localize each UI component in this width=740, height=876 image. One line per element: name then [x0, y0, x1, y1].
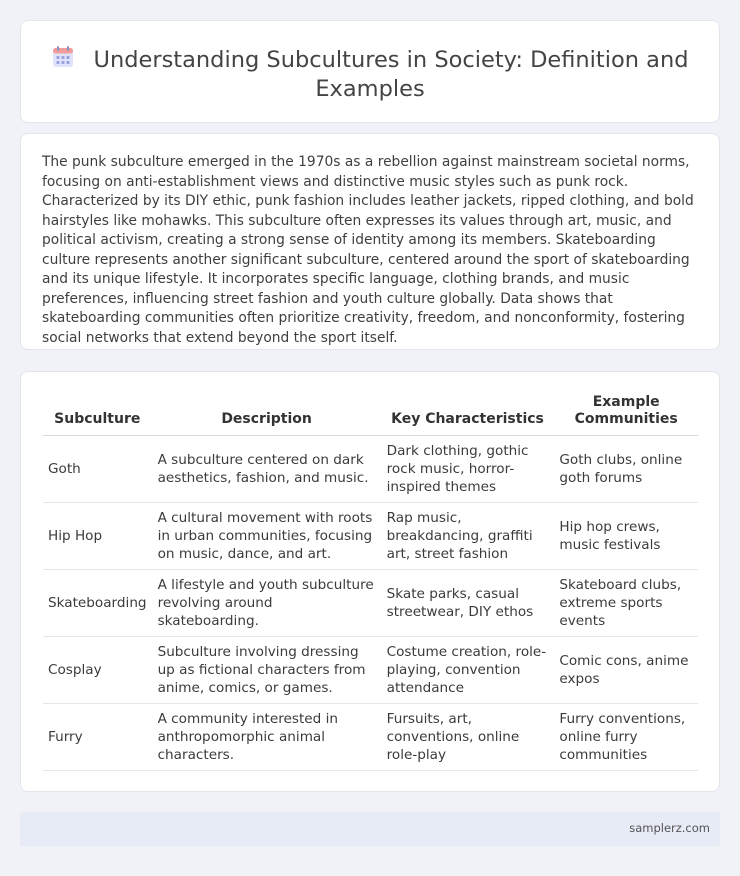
intro-card: [20, 133, 720, 350]
cell-description: Subculture involving dressing up as fictional characters from anime, comics, or games.: [152, 636, 381, 703]
cell-subculture: Hip Hop: [43, 502, 152, 569]
table-row: [43, 569, 698, 636]
column-header-key-characteristics: Key Characteristics: [381, 389, 554, 435]
table-row: [43, 703, 698, 770]
column-header-subculture: Subculture: [43, 389, 152, 435]
cell-subculture: Goth: [43, 435, 152, 502]
page-title-row: [21, 45, 719, 104]
cell-example-communities: Skateboard clubs, extreme sports events: [554, 569, 698, 636]
cell-subculture: Cosplay: [43, 636, 152, 703]
cell-subculture: Skateboarding: [43, 569, 152, 636]
footer-site-link[interactable]: samplerz.com: [629, 821, 710, 835]
cell-description: A community interested in anthropomorphic animal characters.: [152, 703, 381, 770]
header-card: [20, 20, 720, 123]
cell-key-characteristics: Skate parks, casual streetwear, DIY ethos: [381, 569, 554, 636]
cell-example-communities: Comic cons, anime expos: [554, 636, 698, 703]
cell-subculture: Furry: [43, 703, 152, 770]
table-row: [43, 502, 698, 569]
footer-bar: [20, 812, 720, 846]
intro-paragraph: The punk subculture emerged in the 1970s as a rebellion against mainstream societal norms, focusing on anti-establishment views and distinctive music styles such as punk rock. Characterized by its DIY ethic, punk fashion includes leather jackets, ripped clothing, and bold hairstyles like mohawks. This subculture often expresses its values through art, music, and political activism, creating a strong sense of identity among its members. Skateboarding culture represents another significant subculture, centered around the sport of skateboarding and its unique lifestyle. It incorporates specific language, clothing brands, and music preferences, influencing street fashion and youth culture globally. Data shows that skateboarding communities often prioritize creativity, freedom, and nonconformity, fostering social networks that extend beyond the sport itself.: [42, 154, 694, 346]
table-card: [20, 371, 720, 792]
calendar-icon: [51, 45, 75, 69]
cell-example-communities: Goth clubs, online goth forums: [554, 435, 698, 502]
cell-description: A subculture centered on dark aesthetics, fashion, and music.: [152, 435, 381, 502]
cell-key-characteristics: Dark clothing, gothic rock music, horror-inspired themes: [381, 435, 554, 502]
column-header-description: Description: [152, 389, 381, 435]
cell-description: A cultural movement with roots in urban communities, focusing on music, dance, and art.: [152, 502, 381, 569]
cell-example-communities: Hip hop crews, music festivals: [554, 502, 698, 569]
cell-example-communities: Furry conventions, online furry communities: [554, 703, 698, 770]
cell-key-characteristics: Fursuits, art, conventions, online role-play: [381, 703, 554, 770]
cell-key-characteristics: Rap music, breakdancing, graffiti art, street fashion: [381, 502, 554, 569]
table-row: [43, 636, 698, 703]
column-header-example-communities: Example Communities: [554, 389, 698, 435]
table-row: [43, 435, 698, 502]
table-header-row: [43, 389, 698, 435]
page-title: Understanding Subcultures in Society: Definition and Examples: [93, 47, 689, 102]
cell-description: A lifestyle and youth subculture revolving around skateboarding.: [152, 569, 381, 636]
subculture-table: [43, 389, 698, 771]
cell-key-characteristics: Costume creation, role-playing, convention attendance: [381, 636, 554, 703]
